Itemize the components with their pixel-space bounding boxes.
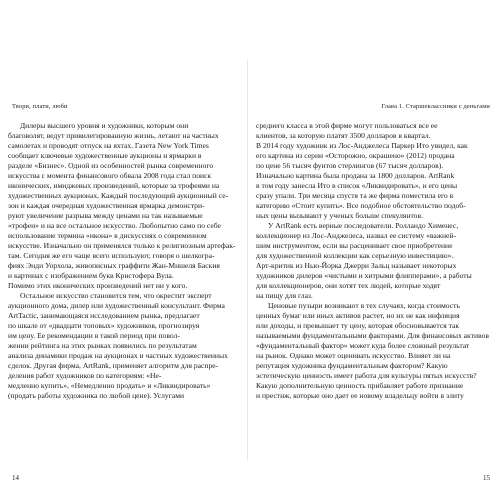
text-line: художественных аукционах, Каждый последующий аукционный се-: [8, 191, 229, 201]
text-line: эстетическую ценность имеет работа для культуры пятых искусств?: [256, 371, 477, 381]
text-line: коллекционер из Лос-Анджелеса, назвал ее систему «важней-: [256, 231, 457, 241]
text-line: руют увеличение разрыва между ценами на так называемые: [8, 211, 203, 221]
text-line: художников дилеров «чистыми и хитрыми флипперами», а работы: [256, 271, 472, 281]
text-line: деления работ художников по категориям: «Не-: [8, 371, 162, 381]
right-page-text: [256, 121, 494, 401]
text-line: аукционного дома, дилер или художественный консультант. Фирма: [8, 301, 225, 311]
text-line: ных цены вызывают у ученых больше спекулянтов.: [256, 211, 423, 221]
text-line: «фундаментальный фактор» может куда более сложный результат: [256, 341, 470, 351]
text-line: для художественной коллекции как серьезную инвестицию».: [256, 251, 454, 261]
right-running-head: Глава 1. Старшеклассники с деньгами: [381, 103, 490, 110]
left-page-text: [8, 121, 246, 401]
text-line: называемыми фундаментальными факторами. Для финансовых активов: [256, 331, 489, 341]
text-line: и картинах с изображением букв Кристофера Вула.: [8, 271, 174, 281]
text-line: Арт-критик из Нью-Йорка Джерри Зальц называет некоторых: [256, 261, 457, 271]
text-line: категорию «Стоит купить». Все подобное обстоятельство подоб-: [256, 201, 466, 211]
text-line: В 2014 году художник из Лос-Анджелеса Паркер Ито увидел, как: [256, 141, 468, 151]
book-gutter: [247, 60, 248, 460]
text-line: по шкале от «двадцати топовых» художников, прогнозируя: [8, 321, 200, 331]
text-line: Изначально картина была продана за 1800 долларов. ArtRank: [256, 171, 455, 181]
text-line: в том году занесла Ито в список «Ликвидировать», и его цены: [256, 181, 458, 191]
text-line: и престиж, которые оно дает ее новому владельцу войти в элиту: [256, 391, 464, 401]
text-line: У ArtRank есть верные последователи. Ролландо Хименес,: [268, 221, 459, 231]
text-line: жении рейтинга на этих рынках появились по результатам: [8, 341, 197, 351]
text-line: Какую дополнительную ценность прибавляет работе признание: [256, 381, 464, 391]
text-line: сделок. Другая фирма, ArtRank, применяет алгоритм для распре-: [8, 361, 219, 371]
text-line: «трофеи» и на все остальное искусство. Любопытно само по себе: [8, 221, 221, 231]
text-line: самолетах и проводят отпуск на яхтах. Газета New York Times: [8, 141, 209, 151]
text-line: анализа динамики продаж на аукционах и частных художественных: [8, 351, 228, 361]
text-line: разделе «Бизнес». Одной из особенностей рынка современного: [8, 161, 214, 171]
left-running-head: Твори, плати, люби: [12, 103, 68, 110]
text-line: ценных бумаг или иных активов растет, но их не как инфляция: [256, 311, 460, 321]
text-line: его картина из серии «Осторожно, окрашено» (2012) продана: [256, 151, 455, 161]
text-line: (продать работы художника по любой цене). Услугами: [8, 391, 185, 401]
text-line: Дилеры высшего уровня и художники, которым они: [20, 121, 189, 130]
text-line: медленно купить», «Немедленно продать» и «Ликвидировать»: [8, 381, 211, 391]
text-line: зон и каждая очередная художественная ярмарка демонстри-: [8, 201, 205, 211]
text-line: там. Сегодня же его чаще всего используют, говоря о шелкогра-: [8, 251, 215, 261]
text-line: на пищу для глаз.: [256, 291, 313, 301]
text-line: искусстве. Изначально он применялся только к религиозным артефак-: [8, 241, 236, 251]
text-line: шим инструментом, если вы расценивает свое приобретение: [256, 241, 453, 251]
text-line: клиентов, за которую платят 3500 долларов в квартал.: [256, 131, 431, 141]
left-page: [8, 0, 246, 500]
text-line: иконических, имиджевых произведений, которые за трофеями на: [8, 181, 220, 191]
text-line: или доходы, и превышает ту цену, которая обосновывается так: [256, 321, 460, 331]
text-line: искусства с момента финансового обвала 2008 года стал поиск: [8, 171, 212, 181]
text-line: использование термина «икона» в дискуссиях о современном: [8, 231, 207, 241]
text-line: Остальное искусство становится тем, что окрестит эксперт: [20, 291, 212, 301]
text-line: ArtTactic, занимающаяся исследованием рынка, предлагает: [8, 311, 200, 321]
text-line: для коллекционеров, они хотят тех людей, которые ходят: [256, 281, 441, 291]
text-line: по цене 56 тысяч фунтов стерлингов (67 тысяч долларов).: [256, 161, 444, 171]
text-line: на рынок. Однако может оценивать искусство. Влияет ли на: [256, 351, 451, 361]
right-page-number: 15: [483, 474, 490, 482]
text-line: сообщает ключевые художественные аукционы и ярмарки в: [8, 151, 202, 161]
text-line: благоволят, ведут привилегированную жизнь, летают на частных: [8, 131, 219, 141]
text-line: сразу упали. Три месяца спустя та же фирма поместила его в: [256, 191, 454, 201]
right-page: [256, 0, 494, 500]
text-line: репутация художника фундаментальным фактором? Какую: [256, 361, 448, 371]
text-line: Помимо этих иконических произведений нет ни у кого.: [8, 281, 188, 291]
left-page-number: 14: [12, 474, 19, 482]
text-line: Ценовые пузыри возникают в тех случаях, когда стоимость: [268, 301, 460, 311]
text-line: среднего класса в этой фирме могут пользоваться все ее: [256, 121, 438, 130]
text-line: им цену. Ее рекомендации в такой период при повол-: [8, 331, 180, 341]
text-line: фиях Энди Уорхола, живописных граффити Жан-Мишеля Баския: [8, 261, 220, 271]
